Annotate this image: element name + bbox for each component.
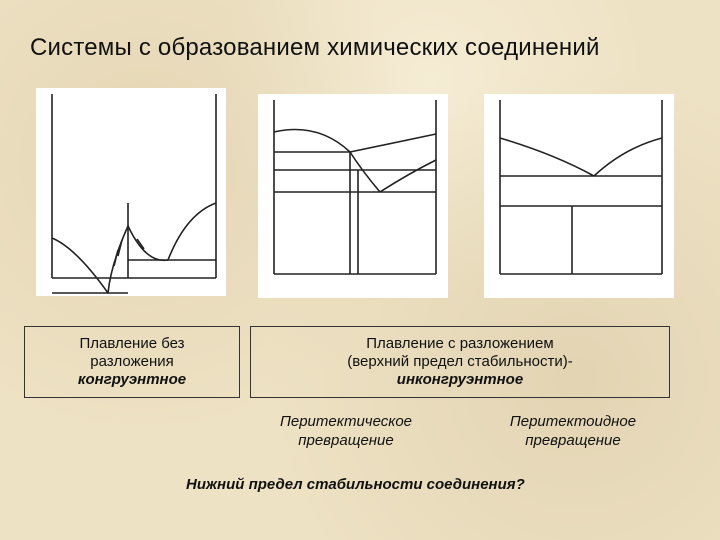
box-line: Плавление без <box>79 335 185 352</box>
stability-question: Нижний предел стабильности соединения? <box>186 476 525 493</box>
note-peritectoid <box>488 412 658 450</box>
box-line: разложения <box>90 353 174 370</box>
box-congruent-melting <box>24 326 240 398</box>
note-peritectic <box>266 412 426 450</box>
phase-diagram-a <box>36 88 226 296</box>
box-line-emphasis: конгруэнтное <box>77 371 187 388</box>
phase-diagram-c <box>484 94 674 298</box>
note-line: превращение <box>525 432 621 449</box>
note-line: Перитектическое <box>279 413 413 430</box>
box-line: Плавление с разложением <box>366 335 554 352</box>
note-line: превращение <box>298 432 394 449</box>
box-line-emphasis: инконгруэнтное <box>396 371 524 388</box>
box-line: (верхний предел стабильности)- <box>347 353 573 370</box>
note-line: Перитектоидное <box>509 413 637 430</box>
phase-diagram-b <box>258 94 448 298</box>
slide-title: Системы с образованием химических соединений <box>30 34 600 61</box>
box-incongruent-melting <box>250 326 670 398</box>
